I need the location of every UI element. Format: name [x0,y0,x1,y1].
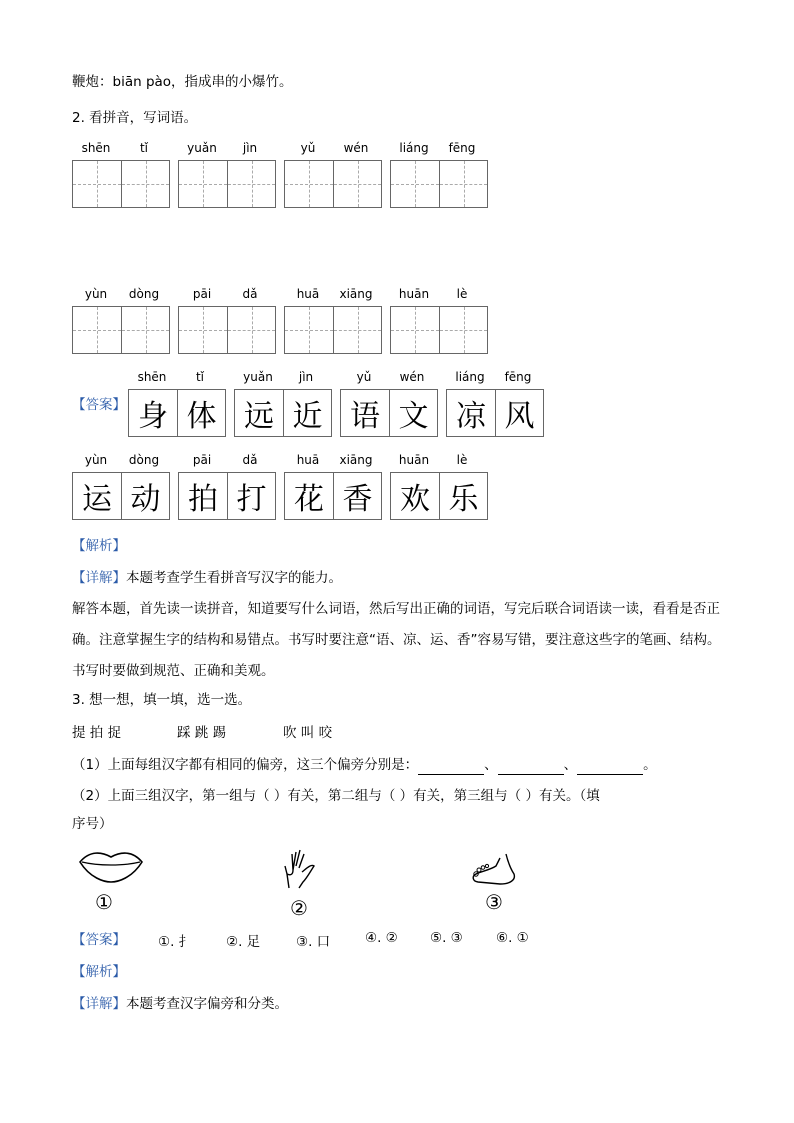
tian-grid [390,160,488,208]
answer-tian-grid [234,389,332,437]
hanzi-answer: 凉 [456,399,486,434]
blank-2[interactable] [498,760,564,775]
answer-tian-grid [72,472,170,520]
grid-cell[interactable] [179,161,227,207]
grid-cell[interactable] [227,161,275,207]
pinyin-label: huā [296,287,320,301]
tian-grid [72,306,170,354]
q3-answer-label: 【答案】 [72,932,126,948]
grid-cell-filled [341,390,389,436]
q3-answer-6: ⑥. ① [496,930,529,946]
q3-analysis-label: 【解析】 [72,964,126,980]
grid-cell-filled [177,390,225,436]
hanzi-answer: 欢 [400,482,430,517]
q3-sub2-line1: （2）上面三组汉字，第一组与（ ）有关，第二组与（ ）有关，第三组与（ ）有关。（填 [72,788,600,804]
tian-grid [178,160,276,208]
q3-group-2: 踩 跳 踢 [177,725,227,741]
blank-1[interactable] [418,760,484,775]
q3-answer-4: ④. ② [365,930,398,946]
pinyin-label: pāi [192,453,212,467]
pinyin-label: tǐ [195,370,205,384]
pinyin-label: tǐ [139,141,149,155]
grid-cell[interactable] [391,161,439,207]
q2-detail-text: 本题考查学生看拼音写汉字的能力。 [126,570,342,586]
q2-detail-label: 【详解】 [72,570,126,586]
grid-cell[interactable] [439,307,487,353]
pinyin-label: dòng [128,453,160,467]
grid-cell-filled [227,473,275,519]
q3-group-3: 吹 叫 咬 [283,725,333,741]
answer-tian-grid [178,472,276,520]
grid-cell[interactable] [333,161,381,207]
grid-cell-filled [235,390,283,436]
pinyin-label: jìn [298,370,314,384]
pinyin-label: huān [398,287,430,301]
grid-cell[interactable] [439,161,487,207]
pinyin-label: shēn [81,141,111,155]
hanzi-answer: 语 [350,399,380,434]
image-label-3: ③ [485,890,503,914]
pinyin-label: yuǎn [187,141,217,155]
hanzi-answer: 拍 [188,482,218,517]
q2-analysis-label: 【解析】 [72,538,126,554]
grid-cell-filled [283,390,331,436]
pinyin-label: dǎ [242,287,258,301]
hanzi-answer: 近 [292,399,323,434]
hanzi-answer: 打 [236,482,267,517]
tian-grid [284,160,382,208]
pinyin-label: yuǎn [243,370,273,384]
pinyin-label: lè [456,287,468,301]
q3-detail [72,994,288,1014]
grid-cell-filled [129,390,177,436]
pinyin-label: fēng [504,370,532,384]
grid-cell[interactable] [121,307,169,353]
lips-image [78,848,144,884]
hanzi-answer: 运 [82,482,112,517]
end-mark: 。 [643,757,657,773]
pinyin-label: dǎ [242,453,258,467]
hanzi-answer: 文 [398,399,429,434]
grid-cell[interactable] [73,307,121,353]
pinyin-label: wén [343,141,369,155]
hanzi-answer: 身 [138,399,168,434]
hanzi-answer: 风 [504,399,535,434]
question-2-title: 2. 看拼音，写词语。 [72,110,198,126]
blank-3[interactable] [577,760,643,775]
grid-cell-filled [121,473,169,519]
pinyin-label: xiāng [339,287,373,301]
answer-tian-grid [128,389,226,437]
grid-cell-filled [73,473,121,519]
q3-sub2-line2: 序号） [72,816,113,832]
pinyin-label: fēng [448,141,476,155]
pinyin-label: xiāng [339,453,373,467]
foot-image [470,852,518,886]
hanzi-answer: 花 [294,482,324,517]
hanzi-answer: 体 [186,399,217,434]
hanzi-answer: 动 [130,482,161,517]
hand-image [283,848,317,890]
pinyin-label: liáng [455,370,485,384]
grid-cell-filled [285,473,333,519]
grid-cell-filled [495,390,543,436]
image-label-1: ① [95,890,113,914]
pinyin-label: dòng [128,287,160,301]
q3-answer-2: ②. 足 [226,934,261,950]
pinyin-label: yǔ [300,141,316,155]
answer-tian-grid [390,472,488,520]
sep: 、 [563,757,578,773]
grid-cell-filled [439,473,487,519]
grid-cell[interactable] [121,161,169,207]
hanzi-answer: 远 [244,399,274,434]
grid-cell[interactable] [391,307,439,353]
q3-answer-1: ①. 扌 [158,934,193,950]
pinyin-label: yùn [84,287,108,301]
pinyin-label: liáng [399,141,429,155]
grid-cell-filled [179,473,227,519]
sep: 、 [484,757,498,773]
pinyin-label: jìn [242,141,258,155]
q3-detail-text: 本题考查汉字偏旁和分类。 [126,996,288,1012]
grid-cell-filled [391,473,439,519]
pinyin-label: yǔ [356,370,372,384]
grid-cell[interactable] [333,307,381,353]
answer-tian-grid [340,389,438,437]
grid-cell[interactable] [73,161,121,207]
pinyin-label: yùn [84,453,108,467]
q3-detail-label: 【详解】 [72,996,126,1012]
q3-sub1-text: （1）上面每组汉字都有相同的偏旁，这三个偏旁分别是： [72,757,419,773]
q2-detail [72,568,342,588]
tian-grid [390,306,488,354]
pinyin-label: lè [456,453,468,467]
grid-cell[interactable] [227,307,275,353]
grid-cell[interactable] [285,161,333,207]
q3-sub1 [72,755,657,775]
answer-tian-grid [446,389,544,437]
answer-tian-grid [284,472,382,520]
grid-cell-filled [333,473,381,519]
q2-explanation: 解答本题，首先读一读拼音，知道要写什么词语，然后写出正确的词语，写完后联合词语读一读，看看是否正确。注意掌握生字的结构和易错点。书写时要注意“语、凉、运、香”容易写错，要注意这些字的笔画、结构。书写时要做到规范、正确和美观。 [72,601,721,679]
pinyin-note: 鞭炮：biān pào，指成串的小爆竹。 [72,74,293,90]
q3-answer-3: ③. 口 [296,934,331,950]
question-3-title: 3. 想一想，填一填，选一选。 [72,692,252,708]
hanzi-answer: 乐 [448,482,479,517]
q3-group-1: 提 拍 捉 [72,725,122,741]
grid-cell-filled [389,390,437,436]
q2-answer-label: 【答案】 [72,397,126,413]
q3-answer-5: ⑤. ③ [430,930,463,946]
grid-cell[interactable] [179,307,227,353]
grid-cell-filled [447,390,495,436]
grid-cell[interactable] [285,307,333,353]
hanzi-answer: 香 [342,482,373,517]
tian-grid [72,160,170,208]
pinyin-label: huā [296,453,320,467]
tian-grid [284,306,382,354]
pinyin-label: wén [399,370,425,384]
pinyin-label: pāi [192,287,212,301]
pinyin-label: shēn [137,370,167,384]
tian-grid [178,306,276,354]
image-label-2: ② [290,896,308,920]
pinyin-label: huān [398,453,430,467]
